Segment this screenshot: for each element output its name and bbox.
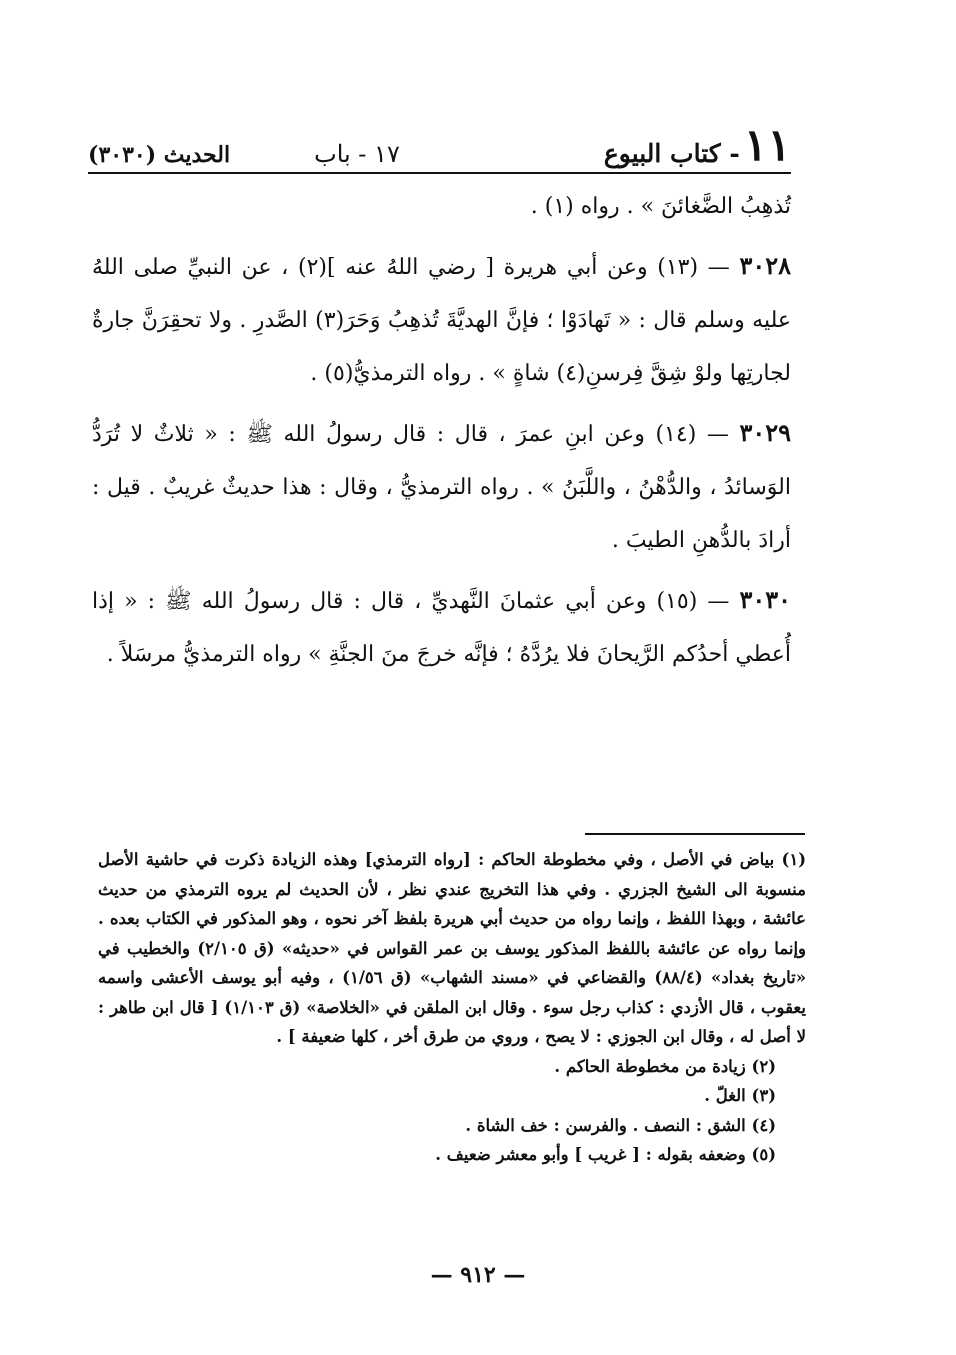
footnote-item: (٣) الغلّ . [704, 1086, 776, 1105]
main-text [92, 180, 791, 687]
hadith-paragraph [92, 239, 791, 400]
header-divider [88, 172, 791, 174]
page-number: — ٩١٢ — [430, 1262, 526, 1288]
hadith-paragraph [92, 406, 791, 567]
book-title: - كتاب البيوع [603, 139, 740, 168]
hadith-number: ٣٠٢٨ [739, 251, 792, 280]
hadith-text: — (١٥) وعن أبي عثمانَ النَّهديِّ ، قال : قال رسولُ الله ﷺ : « إذا أُعطي أحدُكم الرَّيحانَ فلا يرُدَّهُ ؛ فإنَّه خرجَ منَ الجنَّةِ » رواه الترمذيُّ مرسَلاً . [92, 589, 791, 667]
footnote-item: (٥) وضعفه بقوله : [ غريب ] وأبو معشر ضعيف . [435, 1145, 776, 1164]
page-header [88, 120, 791, 171]
paragraph [92, 180, 791, 233]
book-number: ١١ [743, 120, 791, 171]
hadith-range: الحديث (٣٠٣٠) [88, 142, 231, 168]
footnote-item: (١) بياض في الأصل ، وفي مخطوطة الحاكم : [رواه الترمذي] وهذه الزيادة ذكرت في حاشية الأصل منسوبة الى الشيخ الجزري . وفي هذا التخريج عندي نظر ، لأن الحديث لم يروه الترمذي من حديث عائشة ، وبهذا اللفظ ، وإنما رواه من حديث أبي هريرة بلفظ آخر نحوه ، وهو المذكور في الكتاب بعده . وإنما رواه عن عائشة باللفظ المذكور يوسف بن عمر القواس في «حديثه» (ق ٢/١٠٥) والخطيب في «تاريخ بغداد» (٨٨/٤) والقضاعي في «مسند الشهاب» (ق ١/٥٦) ، وفيه أبو يوسف الأعشى واسمه يعقوب ، قال الأزدي : كذاب رجل سوء . وقال ابن الملقن في «الخلاصة» (ق ١/١٠٣) [ قال ابن طاهر : لا أصل له ، وقال ابن الجوزي : لا يصح ، وروي من طرق أخر ، كلها ضعيفة ] . [98, 850, 807, 1046]
footnote-item: (٤) الشق : النصف . والفرسن : خف الشاة . [465, 1115, 776, 1135]
chapter-title: ١٧ - باب [314, 140, 400, 168]
footnote-item: (٢) زيادة من مخطوطة الحاكم . [554, 1056, 776, 1076]
paragraph-text: تُذهِبُ الضَّغائنَ » . رواه (١) . [530, 194, 791, 219]
footnote-divider [585, 833, 805, 835]
hadith-text: — (١٣) وعن أبي هريرة [ رضي اللهُ عنه ](٢) ، عن النبيِّ صلى اللهُ عليه وسلم قال : « تَهادَوْا ؛ فإنَّ الهديَّةَ تُذهِبُ وَحَرَ(٣) الصَّدرِ . ولا تحقِرَنَّ جارةٌ لجارتِها ولوْ شِقَّ فِرسنِ(٤) شاةٍ » . رواه الترمذيُّ(٥) . [92, 255, 791, 386]
hadith-number: ٣٠٢٩ [739, 418, 792, 447]
book-heading [603, 120, 791, 171]
hadith-text: — (١٤) وعن ابنِ عمرَ ، قال : قال رسولُ الله ﷺ : « ثلاثٌ لا تُرَدُّ الوَسائدُ ، والدُّهْنُ ، واللَّبَنُ » . رواه الترمذيُّ ، وقال : هذا حديثٌ غريبٌ . قيل : أرادَ بالدُّهنِ الطيبَ . [92, 422, 791, 553]
footnotes [98, 845, 806, 1170]
hadith-number: ٣٠٣٠ [739, 585, 791, 614]
hadith-paragraph [92, 573, 791, 681]
